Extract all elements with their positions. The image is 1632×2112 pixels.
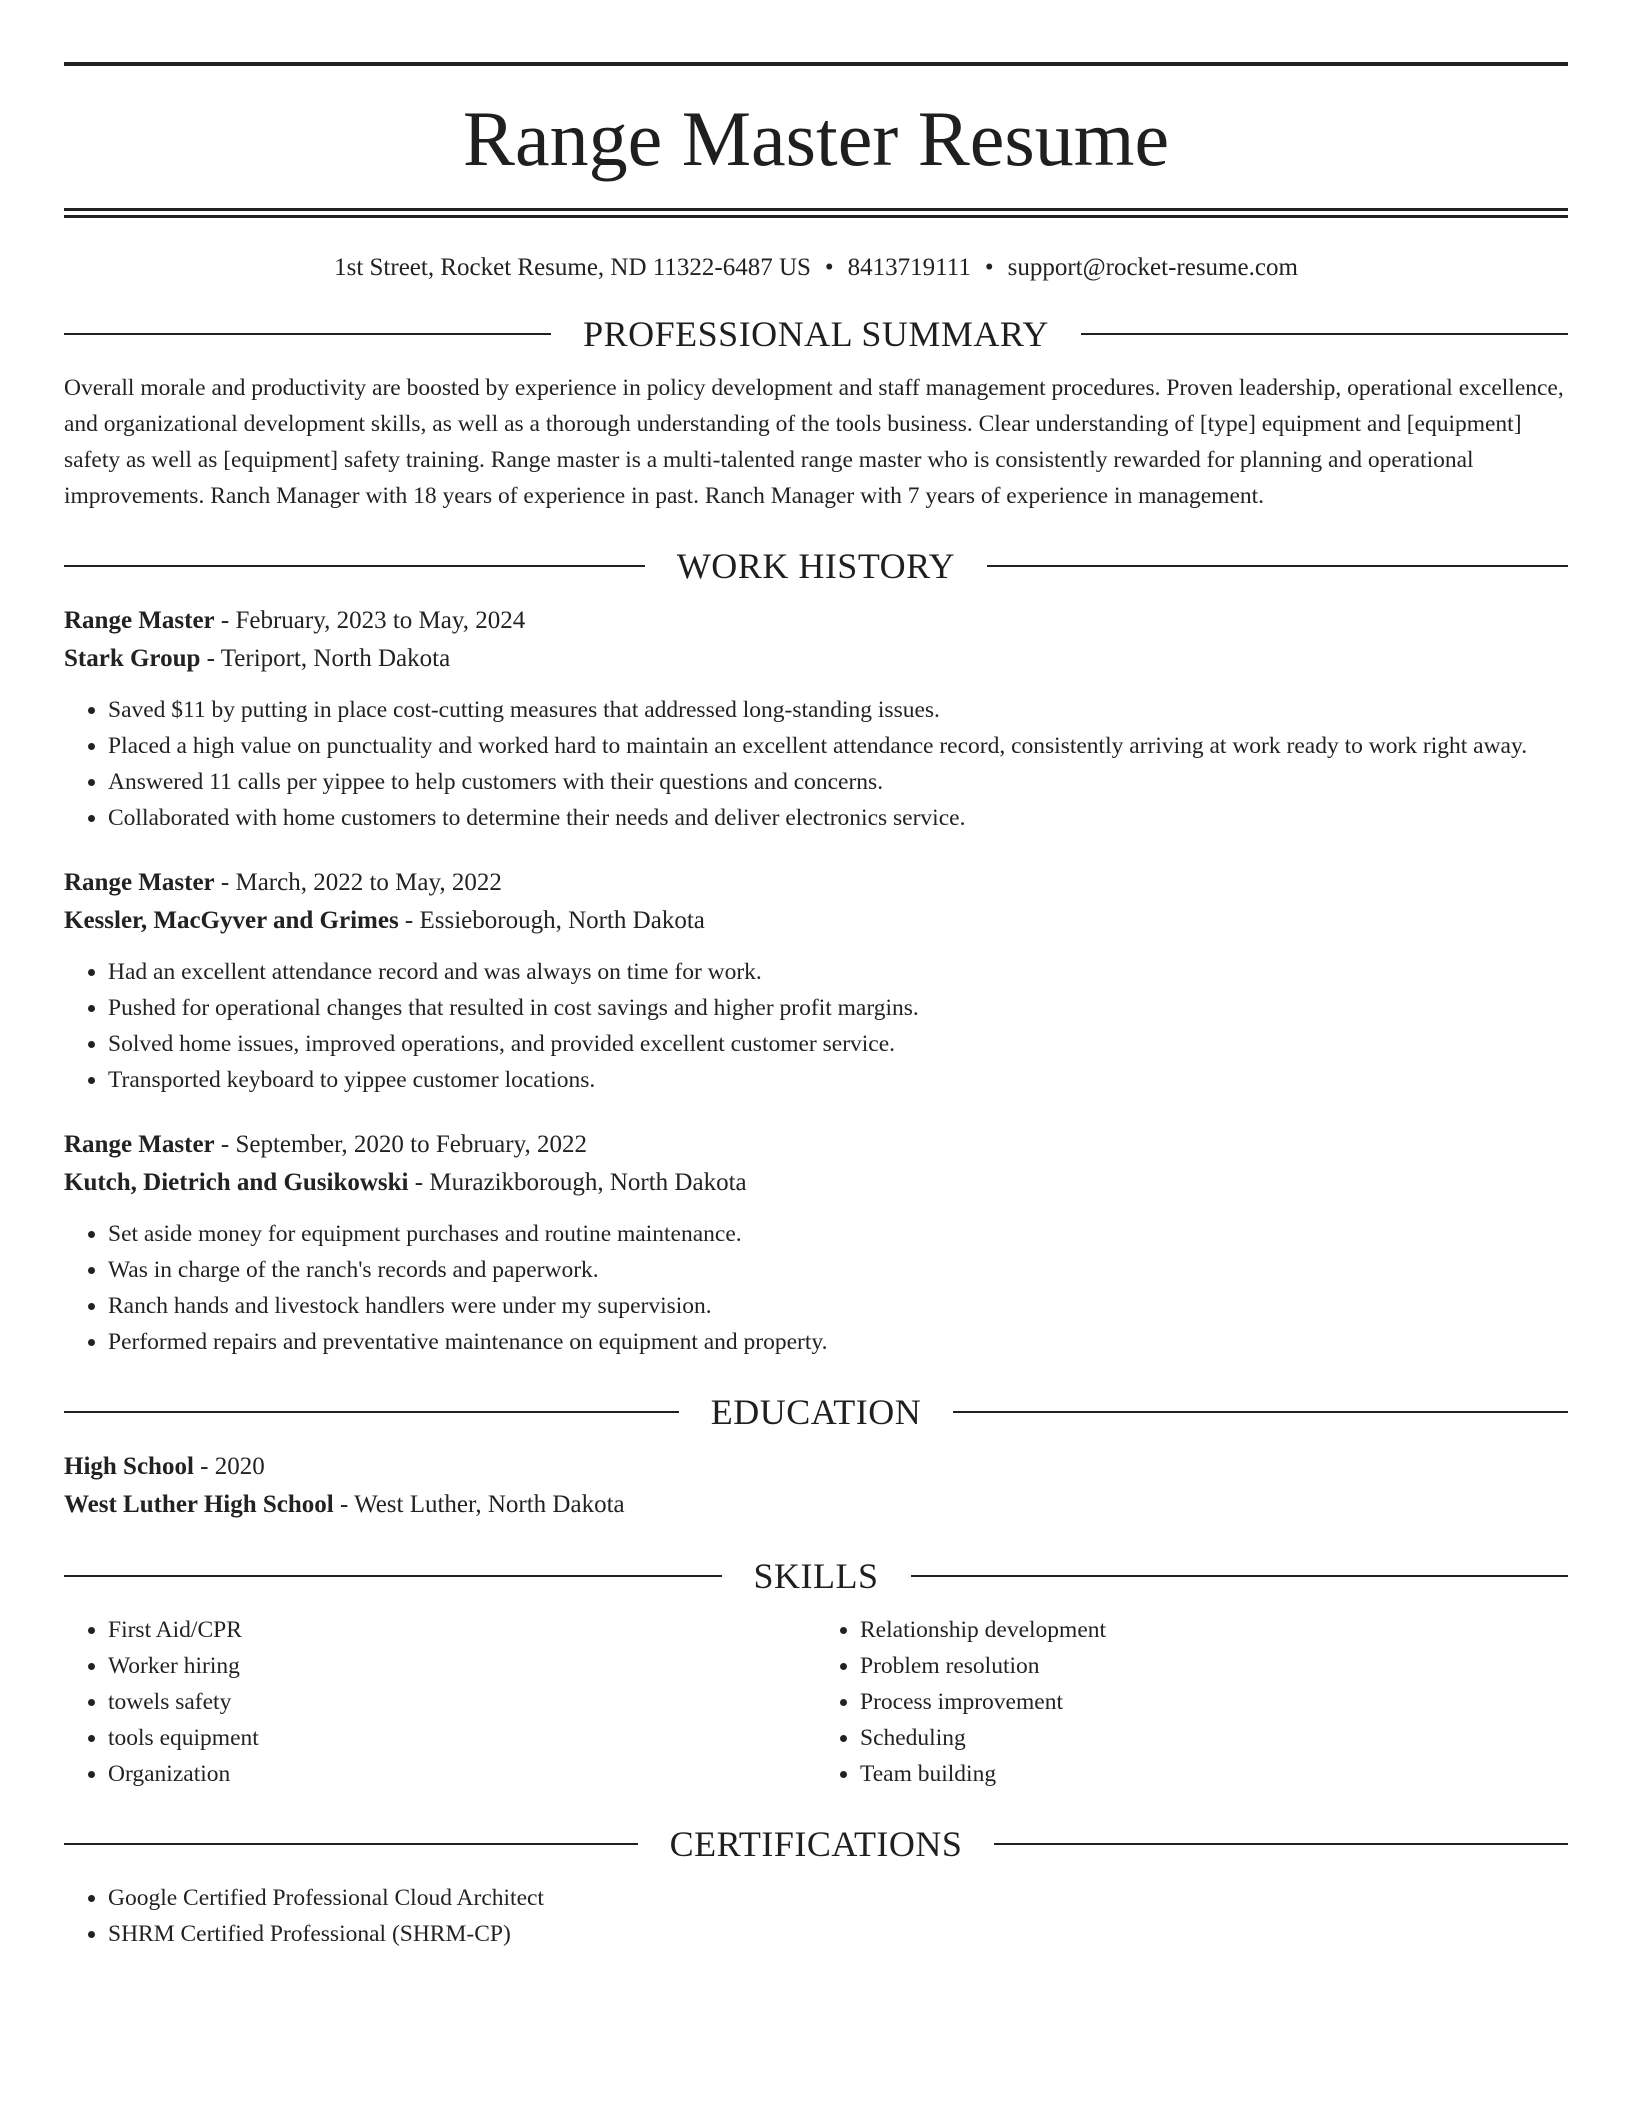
heading-rule-right <box>1081 333 1568 335</box>
list-item: • Process improvement <box>860 1684 1568 1720</box>
job-dates: February, 2023 to May, 2024 <box>235 607 526 634</box>
job-entry <box>64 864 1568 1098</box>
job-company: Kutch, Dietrich and Gusikowski <box>64 1169 409 1196</box>
skills-list-left <box>64 1612 816 1792</box>
list-item: • Transported keyboard to yippee customer locations. <box>108 1062 1568 1098</box>
job-company: Stark Group <box>64 645 201 672</box>
list-item: • Saved $11 by putting in place cost-cutting measures that addressed long-standing issues. <box>108 692 1568 728</box>
heading-rule-left <box>64 1575 722 1577</box>
job-title-line: Range Master - September, 2020 to February, 2022 <box>64 1131 587 1158</box>
job-title: Range Master <box>64 1131 215 1158</box>
list-item: • Pushed for operational changes that resulted in cost savings and higher profit margins. <box>108 990 1568 1026</box>
list-item: • Relationship development <box>860 1612 1568 1648</box>
heading-rule-right <box>994 1843 1568 1845</box>
education-degree-line: High School - 2020 <box>64 1453 265 1480</box>
section-heading-certifications <box>64 1826 1568 1862</box>
education-location: West Luther, North Dakota <box>354 1491 625 1518</box>
job-company-line: Kessler, MacGyver and Grimes - Essieborough, North Dakota <box>64 907 705 934</box>
list-item: • Answered 11 calls per yippee to help customers with their questions and concerns. <box>108 764 1568 800</box>
education-degree: High School <box>64 1453 194 1480</box>
job-title-line: Range Master - March, 2022 to May, 2022 <box>64 869 502 896</box>
heading-rule-left <box>64 1843 638 1845</box>
list-item: • Google Certified Professional Cloud Architect <box>108 1880 1568 1916</box>
list-item: • Was in charge of the ranch's records and paperwork. <box>108 1252 1568 1288</box>
job-dates: September, 2020 to February, 2022 <box>235 1131 587 1158</box>
list-item: • Placed a high value on punctuality and worked hard to maintain an excellent attendance record, consistently arriving at work ready to work right away. <box>108 728 1568 764</box>
list-item: • SHRM Certified Professional (SHRM-CP) <box>108 1916 1568 1952</box>
list-item: • Team building <box>860 1756 1568 1792</box>
education-entry <box>64 1448 1568 1524</box>
job-entry <box>64 602 1568 836</box>
job-location: Essieborough, North Dakota <box>419 907 705 934</box>
list-item: • Organization <box>108 1756 816 1792</box>
list-item: • Ranch hands and livestock handlers were under my supervision. <box>108 1288 1568 1324</box>
section-title: EDUCATION <box>710 1392 922 1432</box>
list-item: • Scheduling <box>860 1720 1568 1756</box>
skills-list-right <box>816 1612 1568 1792</box>
title-double-rule <box>64 208 1568 218</box>
section-heading-work-history <box>64 548 1568 584</box>
job-dates: March, 2022 to May, 2022 <box>235 869 502 896</box>
summary-text: Overall morale and productivity are boosted by experience in policy development and staff management procedures. Proven leadership, operational excellence, and organizational development skills, as well as a thorough understanding of the tools business. Clear understanding of [type] equipment and [equipment] safety as well as [equipment] safety training. Range master is a multi-talented range master who is consistently rewarded for planning and operational improvements. Ranch Manager with 18 years of experience in past. Ranch Manager with 7 years of experience in management. <box>64 375 1564 509</box>
job-company-line: Kutch, Dietrich and Gusikowski - Murazikborough, North Dakota <box>64 1169 747 1196</box>
education-year: 2020 <box>214 1453 265 1480</box>
job-title: Range Master <box>64 869 215 896</box>
job-company-line: Stark Group - Teriport, North Dakota <box>64 645 451 672</box>
heading-rule-right <box>911 1575 1569 1577</box>
list-item: • Had an excellent attendance record and was always on time for work. <box>108 954 1568 990</box>
contact-email: support@rocket-resume.com <box>1007 254 1298 281</box>
job-bullets <box>64 954 1568 1098</box>
section-title: WORK HISTORY <box>676 546 956 586</box>
contact-address: 1st Street, Rocket Resume, ND 11322-6487 US <box>334 254 811 281</box>
education-school: West Luther High School <box>64 1491 334 1518</box>
list-item: • Performed repairs and preventative maintenance on equipment and property. <box>108 1324 1568 1360</box>
section-title: CERTIFICATIONS <box>669 1824 963 1864</box>
contact-phone: 8413719111 <box>847 254 971 281</box>
job-bullets <box>64 1216 1568 1360</box>
job-title: Range Master <box>64 607 215 634</box>
contact-separator: • <box>984 254 994 281</box>
contact-line <box>64 254 1568 282</box>
contact-separator: • <box>824 254 834 281</box>
education-school-line: West Luther High School - West Luther, North Dakota <box>64 1491 625 1518</box>
section-title: PROFESSIONAL SUMMARY <box>583 314 1049 354</box>
job-location: Murazikborough, North Dakota <box>429 1169 747 1196</box>
job-title-line: Range Master - February, 2023 to May, 2024 <box>64 607 526 634</box>
job-entry <box>64 1126 1568 1360</box>
section-heading-skills <box>64 1558 1568 1594</box>
list-item: • Solved home issues, improved operations, and provided excellent customer service. <box>108 1026 1568 1062</box>
list-item: • Worker hiring <box>108 1648 816 1684</box>
heading-rule-left <box>64 333 551 335</box>
heading-rule-right <box>953 1411 1568 1413</box>
job-company: Kessler, MacGyver and Grimes <box>64 907 399 934</box>
section-title: SKILLS <box>753 1556 879 1596</box>
list-item: • tools equipment <box>108 1720 816 1756</box>
section-heading-education <box>64 1394 1568 1430</box>
list-item: • Collaborated with home customers to determine their needs and deliver electronics service. <box>108 800 1568 836</box>
list-item: • Problem resolution <box>860 1648 1568 1684</box>
job-bullets <box>64 692 1568 836</box>
resume-title: Range Master Resume <box>462 95 1170 182</box>
top-rule <box>64 62 1568 66</box>
heading-rule-right <box>987 565 1568 567</box>
section-heading-summary <box>64 316 1568 352</box>
heading-rule-left <box>64 1411 679 1413</box>
job-location: Teriport, North Dakota <box>220 645 451 672</box>
certifications-list <box>64 1880 1568 1952</box>
list-item: • Set aside money for equipment purchases and routine maintenance. <box>108 1216 1568 1252</box>
list-item: • First Aid/CPR <box>108 1612 816 1648</box>
skills-grid <box>64 1612 1568 1792</box>
heading-rule-left <box>64 565 645 567</box>
list-item: • towels safety <box>108 1684 816 1720</box>
